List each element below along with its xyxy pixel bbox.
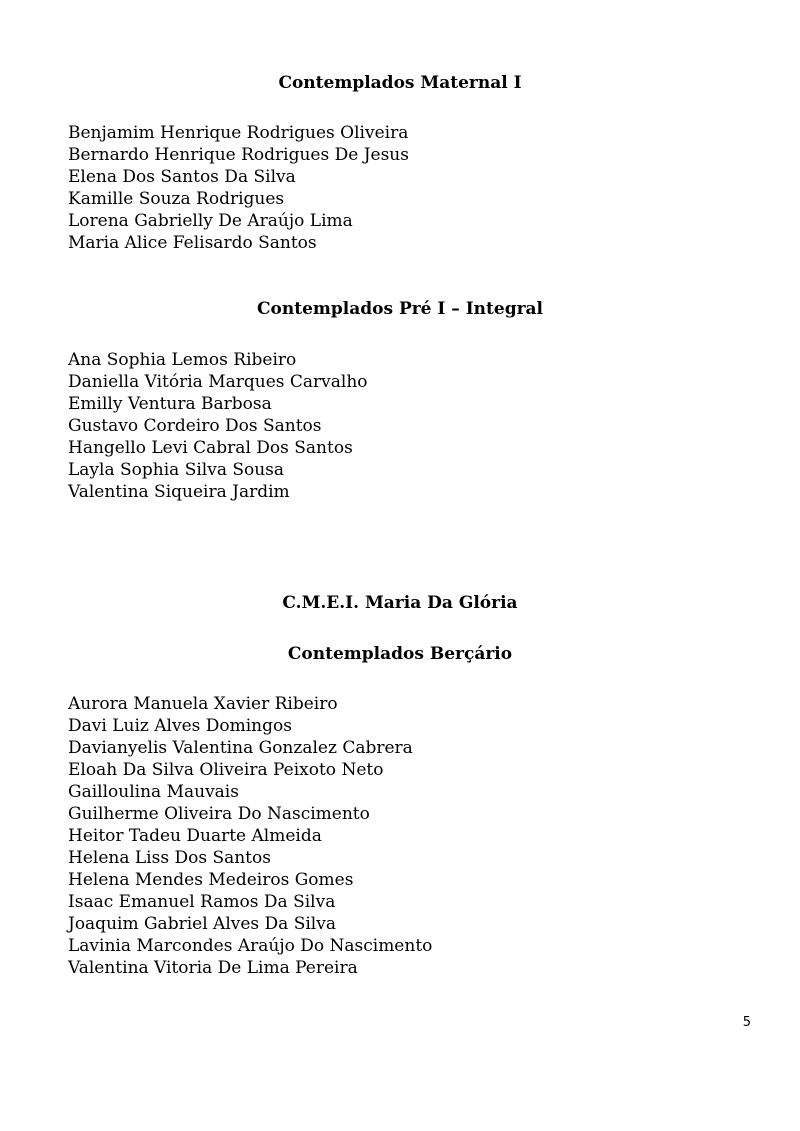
list-item: Gustavo Cordeiro Dos Santos [68, 416, 322, 436]
name-list-pre-i-integral [68, 349, 368, 503]
list-item: Guilherme Oliveira Do Nascimento [68, 804, 370, 824]
list-item: Benjamim Henrique Rodrigues Oliveira [68, 123, 409, 143]
list-item: Davianyelis Valentina Gonzalez Cabrera [68, 738, 413, 758]
list-item: Heitor Tadeu Duarte Almeida [68, 826, 322, 846]
list-item: Aurora Manuela Xavier Ribeiro [68, 694, 338, 714]
list-item: Daniella Vitória Marques Carvalho [68, 372, 368, 392]
list-item: Lorena Gabrielly De Araújo Lima [68, 211, 353, 231]
list-item: Layla Sophia Silva Sousa [68, 460, 285, 480]
page-number: 5 [742, 1015, 751, 1030]
institution-heading: C.M.E.I. Maria Da Glória [282, 593, 518, 613]
list-item: Eloah Da Silva Oliveira Peixoto Neto [68, 760, 384, 780]
list-item: Isaac Emanuel Ramos Da Silva [68, 892, 336, 912]
list-item: Kamille Souza Rodrigues [68, 189, 285, 209]
list-item: Helena Liss Dos Santos [68, 848, 271, 868]
section-heading-bercario: Contemplados Berçário [287, 644, 513, 664]
list-item: Lavinia Marcondes Araújo Do Nascimento [68, 936, 433, 956]
list-item: Valentina Vitoria De Lima Pereira [68, 958, 358, 978]
list-item: Bernardo Henrique Rodrigues De Jesus [68, 145, 409, 165]
list-item: Maria Alice Felisardo Santos [68, 233, 317, 253]
list-item: Davi Luiz Alves Domingos [68, 716, 292, 736]
section-heading-pre-i-integral: Contemplados Pré I – Integral [256, 299, 544, 319]
list-item: Gailloulina Mauvais [68, 782, 239, 802]
list-item: Hangello Levi Cabral Dos Santos [68, 438, 353, 458]
name-list-bercario [68, 693, 432, 979]
section-heading-maternal-i: Contemplados Maternal I [278, 73, 522, 93]
list-item: Emilly Ventura Barbosa [68, 394, 272, 414]
list-item: Joaquim Gabriel Alves Da Silva [68, 914, 336, 934]
list-item: Elena Dos Santos Da Silva [68, 167, 296, 187]
list-item: Ana Sophia Lemos Ribeiro [68, 350, 297, 370]
list-item: Valentina Siqueira Jardim [68, 482, 290, 502]
name-list-maternal-i [68, 122, 409, 254]
list-item: Helena Mendes Medeiros Gomes [68, 870, 354, 890]
